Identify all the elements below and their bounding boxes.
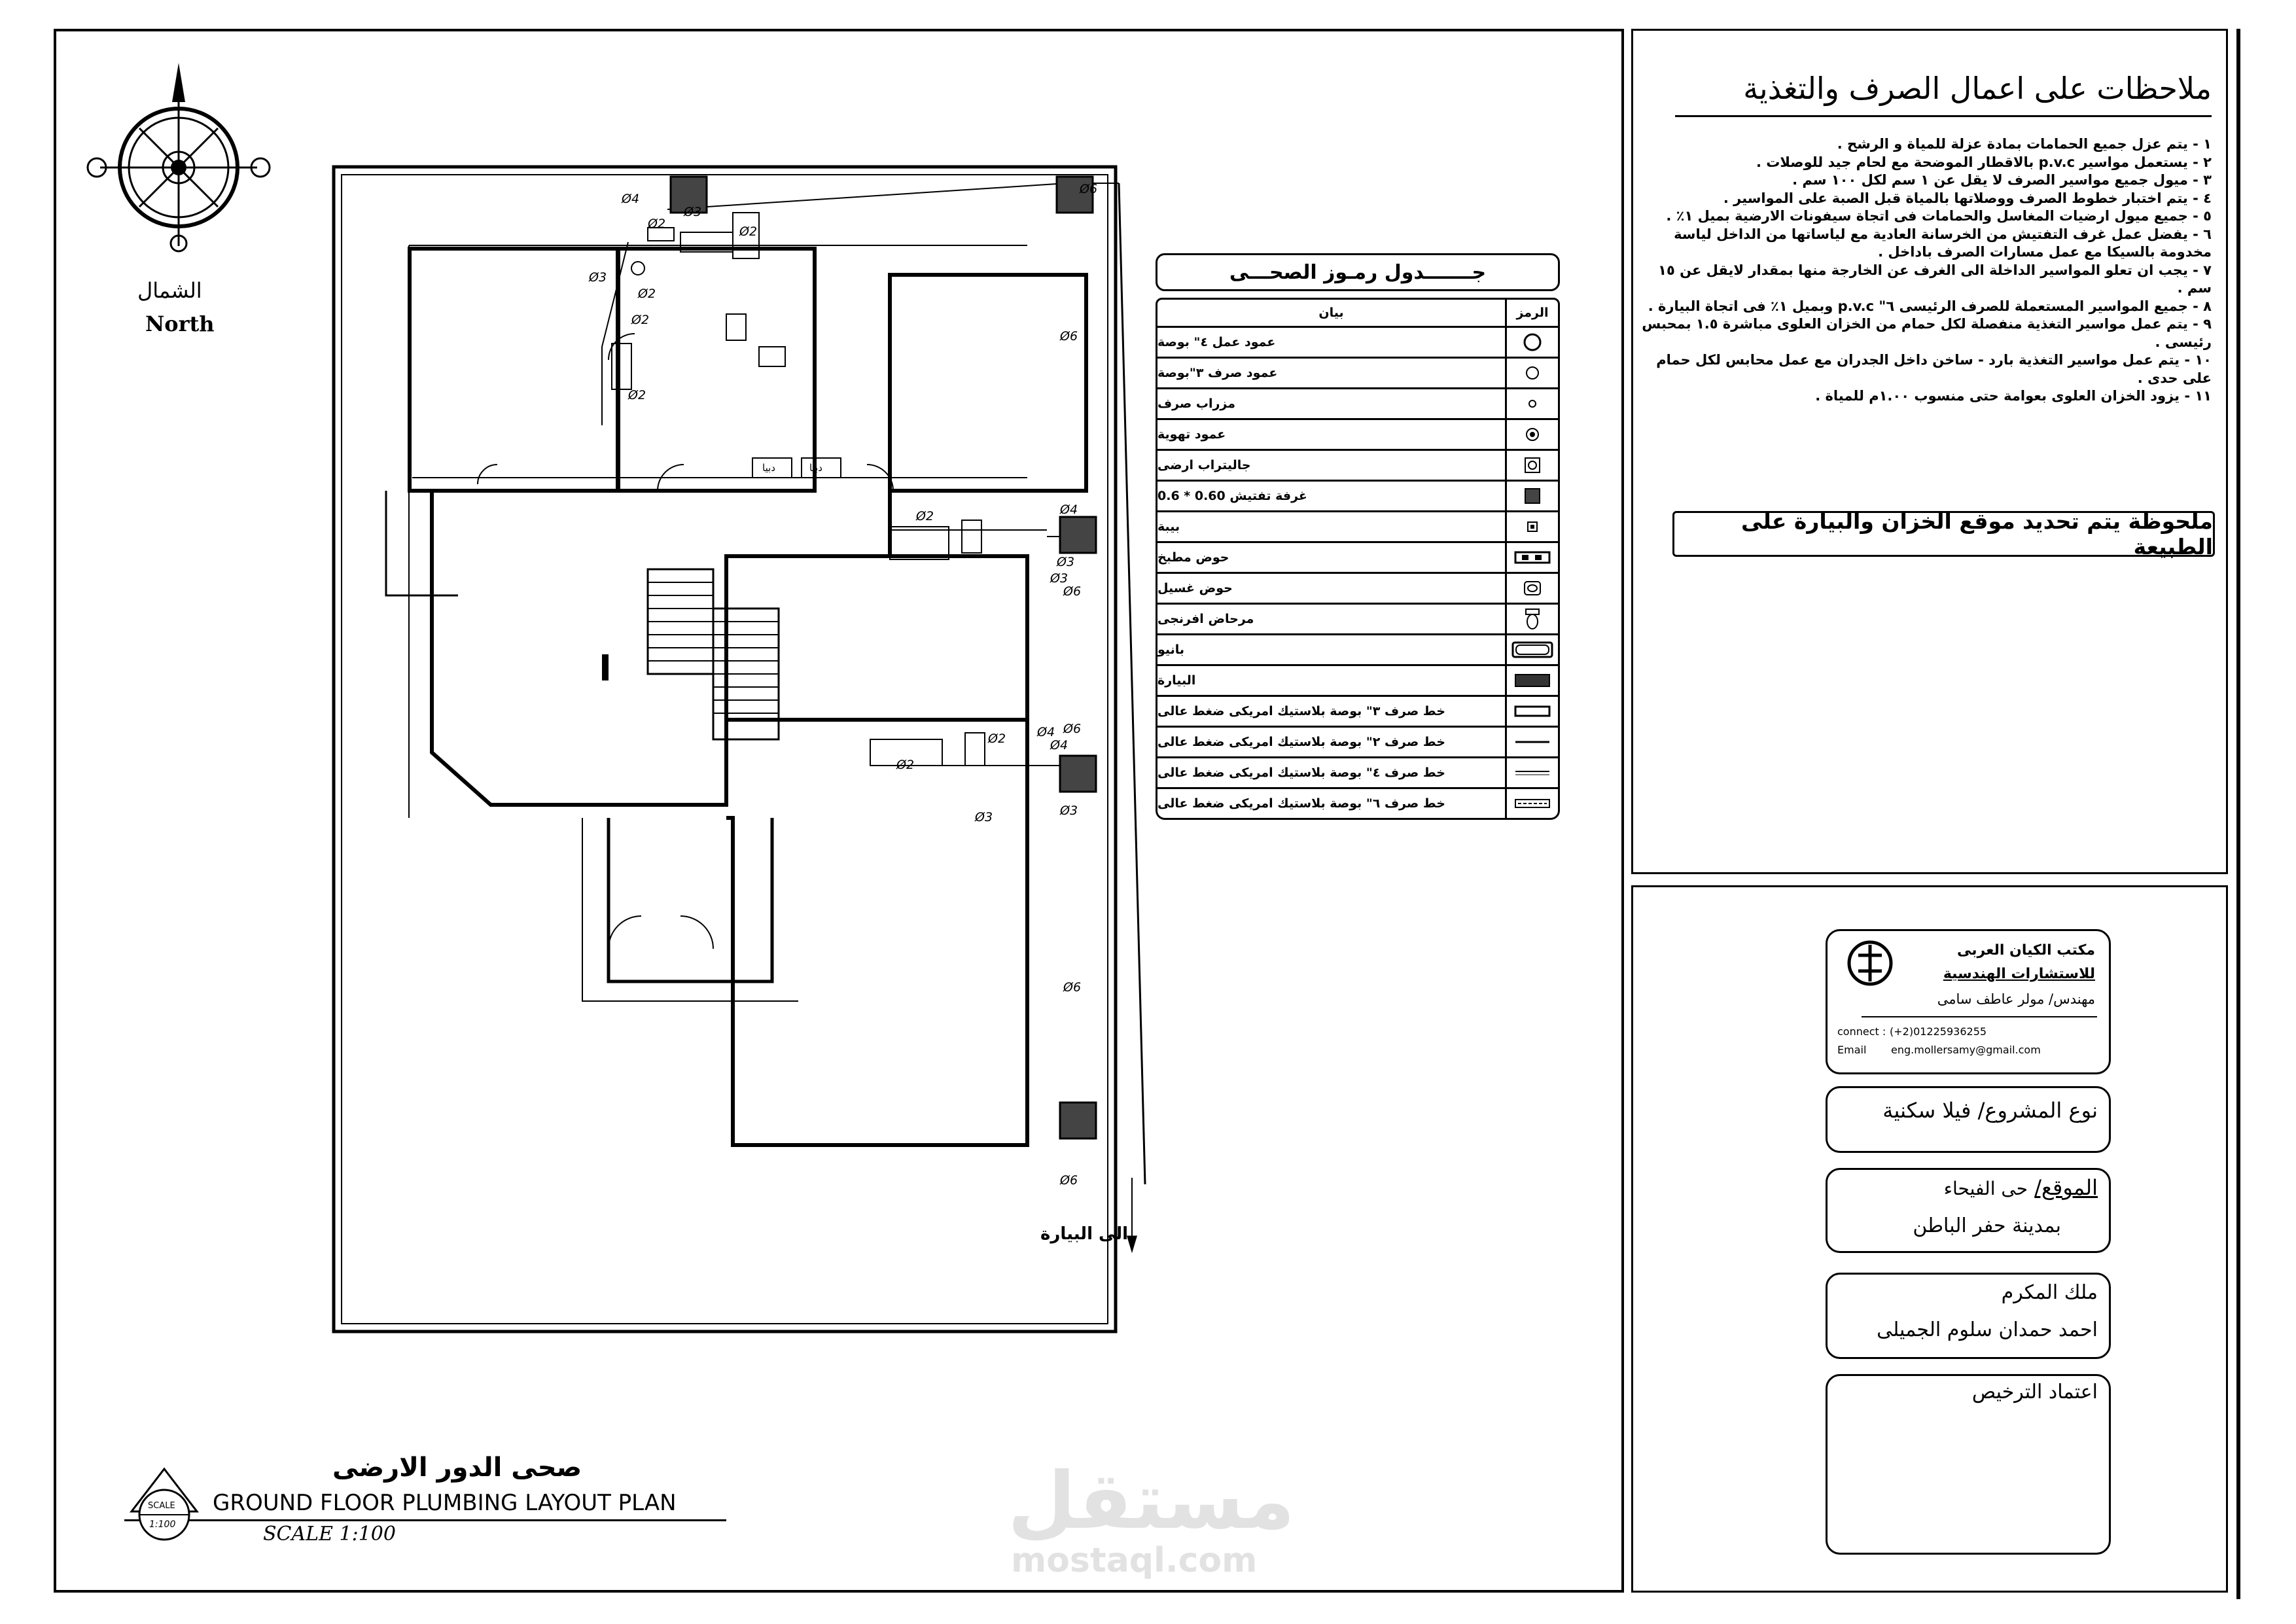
connect-label: connect : <box>1837 1025 1886 1038</box>
note-item: ٣ - ميول جميع مواسير الصرف لا يقل عن ١ سم لكل ١٠٠ سم . <box>1792 172 2212 188</box>
svg-text:Ø4: Ø4 <box>622 192 640 206</box>
project-type-key: نوع المشروع/ <box>1977 1098 2098 1123</box>
svg-text:Ø6: Ø6 <box>1063 584 1082 599</box>
svg-text:Ø3: Ø3 <box>1057 555 1075 569</box>
svg-text:Ø2: Ø2 <box>896 758 915 772</box>
svg-text:Ø2: Ø2 <box>988 732 1006 746</box>
svg-text:Ø2: Ø2 <box>638 287 656 301</box>
legend-row: بيبة <box>1156 512 1560 543</box>
svg-text:Ø3: Ø3 <box>684 205 702 219</box>
svg-text:Ø6: Ø6 <box>1060 329 1078 344</box>
compass-arabic-label: الشمال <box>137 278 202 303</box>
svg-text:Ø3: Ø3 <box>975 810 993 824</box>
floor-trap-icon <box>1523 455 1542 475</box>
location-line1 <box>1839 1175 2098 1200</box>
line-single-icon <box>1514 732 1551 752</box>
note-item: ١٠ - يتم عمل مواسير التغذية بارد - ساخن داخل الجدران مع عمل محابس لكل حمام على حدى . <box>1656 352 2212 386</box>
legend-row: مزراب صرف <box>1156 389 1560 420</box>
legend-row: عمود عمل ٤" بوصة <box>1156 328 1560 359</box>
email-value: eng.mollersamy@gmail.com <box>1891 1044 2041 1056</box>
legend-row: خط صرف ٤" بوصة بلاستيك امريكى ضغط عالى <box>1156 758 1560 789</box>
svg-text:Ø6: Ø6 <box>1063 722 1082 736</box>
project-type-value: فيلا سكنية <box>1882 1098 1971 1123</box>
svg-text:Ø3: Ø3 <box>1060 803 1078 818</box>
legend-row: بانيو <box>1156 635 1560 666</box>
circle-small-icon <box>1523 394 1542 414</box>
vent-icon <box>1523 425 1542 444</box>
scale-badge-top: SCALE <box>148 1501 175 1511</box>
legend-row: جاليتراب ارضى <box>1156 451 1560 482</box>
svg-text:Ø3: Ø3 <box>589 270 607 285</box>
svg-text:Ø6: Ø6 <box>1063 980 1082 995</box>
license-label: اعتماد الترخيص <box>1971 1381 2098 1403</box>
circle-medium-icon <box>1523 363 1542 383</box>
symbols-legend <box>1156 253 1560 820</box>
pipe-square-icon <box>1523 517 1542 537</box>
svg-text:Ø2: Ø2 <box>739 224 758 239</box>
plan-title-underline <box>124 1519 726 1521</box>
svg-text:Ø2: Ø2 <box>631 313 650 327</box>
notes-title: ملاحظات على اعمال الصرف والتغذية <box>1743 71 2212 106</box>
line-dashed-icon <box>1514 794 1551 813</box>
legend-row: حوض مطبخ <box>1156 543 1560 574</box>
scale-badge-bottom: 1:100 <box>149 1519 176 1530</box>
owner-value: احمد حمدان سلوم الجميلى <box>1877 1318 2098 1341</box>
bathtub-icon <box>1511 640 1553 660</box>
legend-title: جـــــــدول رمـوز الصحـــى <box>1156 253 1560 291</box>
office-name-2: للاستشارات الهندسية <box>1943 966 2095 982</box>
notes-title-underline <box>1675 115 2212 117</box>
legend-row: عمود تهوية <box>1156 420 1560 451</box>
legend-row: خط صرف ٢" بوصة بلاستيك امريكى ضغط عالى <box>1156 728 1560 758</box>
email-label: Email <box>1837 1044 1867 1056</box>
svg-text:Ø3: Ø3 <box>1050 571 1069 586</box>
note-item: ٩ - يتم عمل مواسير التغذية منفصلة لكل حمام من الخزان العلوى مباشرة ١.٥ بمحبس رئيسى . <box>1642 316 2212 350</box>
location-label: الموقع/ <box>2034 1175 2098 1200</box>
svg-text:Ø4: Ø4 <box>1060 503 1078 517</box>
office-divider <box>1862 1016 2097 1017</box>
connect-value: (+2)01225936255 <box>1890 1025 1987 1038</box>
note-item: ١١ - يزود الخزان العلوى بعوامة حتى منسوب ١.٠٠م للمياة . <box>1815 388 2212 404</box>
note-item: ٢ - يستعمل مواسير p.v.c بالاقطار الموضحة مع لحام جيد للوصلات . <box>1756 154 2212 170</box>
note-item: ١ - يتم عزل جميع الحمامات بمادة عزلة للمياة و الرشح . <box>1837 136 2212 152</box>
svg-text:Ø6: Ø6 <box>1060 1173 1078 1188</box>
compass-english-label: North <box>145 311 215 336</box>
svg-text:Ø2: Ø2 <box>628 388 646 402</box>
legend-header <box>1156 298 1560 328</box>
svg-text:Ø2: Ø2 <box>648 217 666 231</box>
legend-row: غرفة تفتيش 0.60 * 0.6 <box>1156 482 1560 512</box>
notes-list <box>1636 135 2212 406</box>
manhole-icon <box>1523 486 1542 506</box>
legend-row: عمود صرف ٣"بوصة <box>1156 359 1560 389</box>
legend-row: حوض غسيل <box>1156 574 1560 605</box>
note-item: ٦ - يفضل عمل غرف التفتيش من الخرسانة العادية مع لياساتها من الداخل لياسة مخدومة بالسيكا مع عمل مسارات الصرف باداخل . <box>1674 226 2212 260</box>
watermark-url: mostaql.com <box>1011 1541 1258 1580</box>
office-engineer: مهندس/ مولر عاطف سامى <box>1937 991 2095 1007</box>
wash-basin-icon <box>1523 578 1542 598</box>
note-item: ٥ - جميع ميول ارضيات المغاسل والحمامات فى اتجاة سيفونات الارضية بميل ١٪ . <box>1666 208 2212 224</box>
svg-text:دبيا: دبيا <box>762 462 775 474</box>
legend-col-desc: بيان <box>1318 306 1344 320</box>
notes-remark: ملحوظة يتم تحديد موقع الخزان والبيارة على الطبيعة <box>1672 511 2215 557</box>
svg-text:Ø4: Ø4 <box>1037 725 1055 739</box>
toilet-icon <box>1523 608 1542 630</box>
legend-row: خط صرف ٣" بوصة بلاستيك امريكى ضغط عالى <box>1156 697 1560 728</box>
to-septic-tank-label: الى البيارة <box>1040 1224 1129 1244</box>
kitchen-sink-icon <box>1514 548 1551 567</box>
line-thin-icon <box>1514 763 1551 783</box>
septic-tank-icon <box>1514 671 1551 690</box>
right-edge-line <box>2236 29 2240 1599</box>
plan-scale: SCALE 1:100 <box>263 1523 396 1545</box>
compass-icon <box>77 63 287 253</box>
watermark-logo: مستقل <box>1008 1456 1295 1547</box>
office-name-1: مكتب الكيان العربى <box>1956 942 2095 959</box>
legend-col-symbol: الرمز <box>1505 300 1558 326</box>
location-value-1: حى الفيحاء <box>1943 1178 2028 1199</box>
office-logo-icon <box>1844 937 1896 989</box>
svg-text:دبيا: دبيا <box>809 462 822 474</box>
legend-row: مرحاض افرنجى <box>1156 605 1560 635</box>
svg-text:Ø2: Ø2 <box>916 509 934 523</box>
circle-large-icon <box>1523 332 1542 352</box>
note-item: ٧ - يجب ان تعلو المواسير الداخلة الى الغرف عن الخارجة منها بمقدار لايقل عن ١٥ سم . <box>1658 262 2212 296</box>
line-double-icon <box>1514 701 1551 721</box>
location-value-2: بمدينة حفر الباطن <box>1913 1214 2061 1237</box>
plan-title-arabic: صحى الدور الارضى <box>332 1453 582 1483</box>
legend-row: خط صرف ٦" بوصة بلاستيك امريكى ضغط عالى <box>1156 789 1560 820</box>
note-item: ٤ - يتم اختبار خطوط الصرف ووصلاتها بالمياة قبل الصبة على المواسير . <box>1723 190 2212 206</box>
note-item: ٨ - جميع المواسير المستعملة للصرف الرئيسى ٦" p.v.c وبميل ١٪ فى اتجاة البيارة . <box>1648 298 2212 314</box>
owner-label: ملك المكرم <box>2001 1281 2098 1304</box>
project-type-label <box>1839 1098 2098 1123</box>
floor-plan <box>327 164 1152 1341</box>
svg-text:Ø6: Ø6 <box>1080 182 1098 196</box>
svg-text:Ø4: Ø4 <box>1050 738 1069 752</box>
plan-title-english: GROUND FLOOR PLUMBING LAYOUT PLAN <box>213 1490 677 1516</box>
legend-row: البيارة <box>1156 666 1560 697</box>
